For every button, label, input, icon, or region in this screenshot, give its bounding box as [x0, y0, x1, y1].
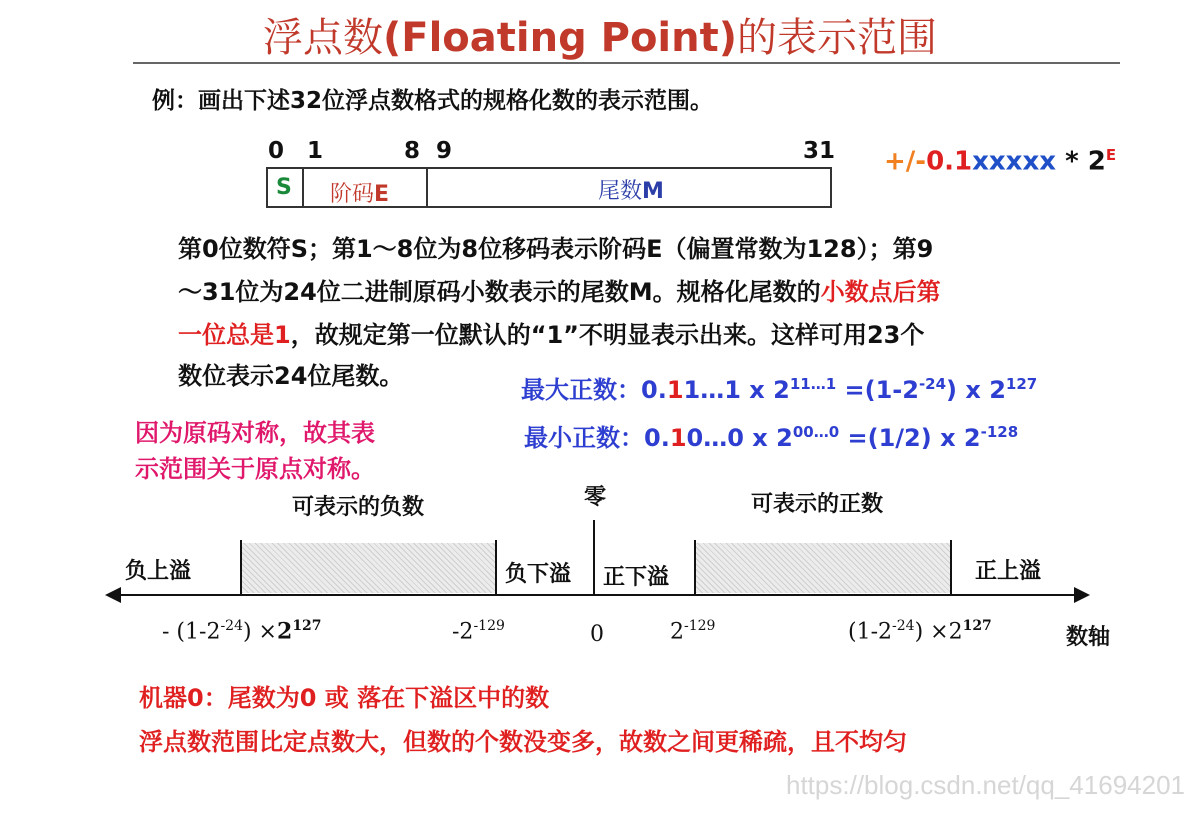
- description-line-2: ～31位为24位二进制原码小数表示的尾数M。规格化尾数的小数点后第: [178, 278, 941, 306]
- zero-line: [593, 520, 595, 594]
- tick-neg-min: $-2^{-129}$: [452, 618, 505, 645]
- exponent-field: 阶码E: [330, 182, 390, 207]
- zero-label: 零: [584, 485, 607, 510]
- boundary-line: [694, 540, 696, 594]
- boundary-line: [950, 540, 952, 594]
- pos-representable-label: 可表示的正数: [751, 492, 884, 517]
- axis-name: 数轴: [1066, 625, 1111, 650]
- neg-overflow-label: 负上溢: [125, 559, 192, 584]
- boundary-line: [240, 540, 242, 594]
- description-line-4: 数位表示24位尾数。: [178, 362, 404, 390]
- axis-left-arrow: [105, 587, 121, 603]
- range-summary-note: 浮点数范围比定点数大，但数的个数没变多，故数之间更稀疏，且不均匀: [139, 728, 907, 756]
- number-axis: [118, 594, 1078, 596]
- min-positive-formula: 最小正数：0.10…0 x $2^{00\dots 0} =(1/2)$ x $2^{-128}$: [524, 423, 1019, 452]
- neg-underflow-label: 负下溢: [505, 562, 572, 587]
- tick-pos-min: $2^{-129}$: [670, 618, 716, 645]
- description-line-3: 一位总是1，故规定第一位默认的“1”不明显表示出来。这样可用23个: [178, 321, 925, 349]
- symmetry-note-line-1: 因为原码对称，故其表: [135, 419, 375, 447]
- title-divider: [133, 62, 1120, 64]
- tick-pos-max: $(1-2^{-24}) \times 2^{127}$: [848, 618, 992, 645]
- description-line-1: 第0位数符S；第1～8位为8位移码表示阶码E（偏置常数为128）；第9: [178, 235, 934, 263]
- pos-overflow-label: 正上溢: [975, 559, 1042, 584]
- max-positive-formula: 最大正数：0.11…1 x $2^{11\dots 1} =(1-2^{-24})$ x $2^{127}$: [521, 375, 1038, 404]
- example-sentence: 例：画出下述32位浮点数格式的规格化数的表示范围。: [152, 88, 714, 114]
- neg-representable-label: 可表示的负数: [292, 495, 425, 520]
- float-format-box: [266, 167, 832, 208]
- axis-right-arrow: [1074, 587, 1090, 603]
- pos-underflow-label: 正下溢: [603, 565, 670, 590]
- bit-label-1: 1: [307, 138, 324, 164]
- bit-label-0: 0: [268, 138, 285, 164]
- mantissa-field: 尾数M: [598, 179, 664, 204]
- boundary-line: [495, 540, 497, 594]
- symmetry-note-line-2: 示范围关于原点对称。: [135, 455, 375, 483]
- page-title: 浮点数(Floating Point)的表示范围: [262, 15, 938, 61]
- bit-label-31: 31: [803, 138, 836, 164]
- sign-field: S: [276, 175, 292, 200]
- tick-zero: 0: [590, 622, 604, 647]
- tick-neg-max: - $(1-2^{-24}) \times 2^{127}$: [162, 618, 322, 645]
- neg-representable-region: [242, 543, 496, 593]
- bit-label-8: 8: [404, 138, 421, 164]
- field-divider: [426, 169, 428, 208]
- float-formula: +/-0.1xxxxx * $2^E$: [884, 146, 1117, 177]
- bit-label-9: 9: [436, 138, 453, 164]
- machine-zero-note: 机器0：尾数为0 或 落在下溢区中的数: [139, 684, 550, 712]
- pos-representable-region: [696, 543, 950, 593]
- watermark: https://blog.csdn.net/qq_41694201: [786, 770, 1185, 800]
- field-divider: [302, 169, 304, 208]
